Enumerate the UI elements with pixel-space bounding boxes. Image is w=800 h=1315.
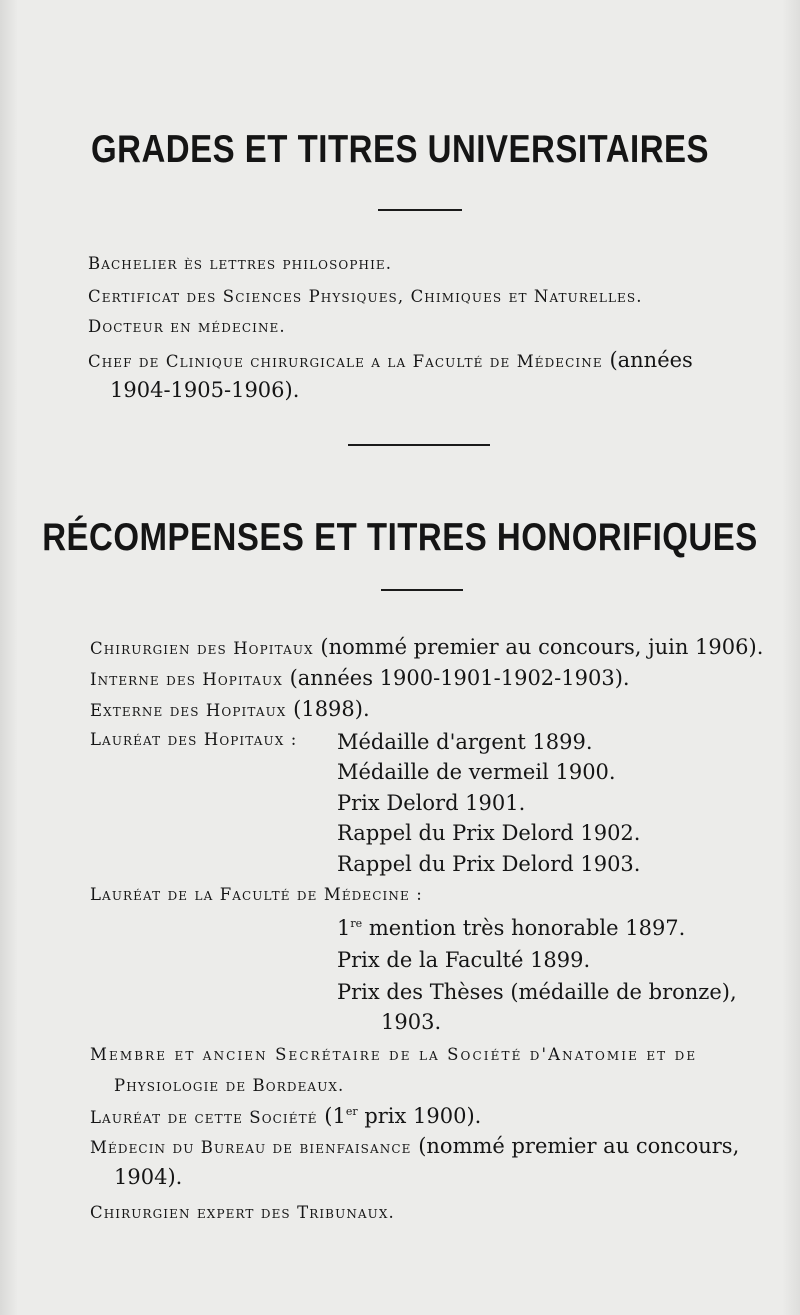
title-underline-rule-2 [381, 589, 463, 591]
award-prix-faculte: Prix de la Faculté 1899. [337, 948, 591, 972]
award-mention-text: mention très honorable 1897. [368, 916, 686, 940]
item-laureat-societe [90, 1106, 481, 1127]
item-laureat-societe-open: (1 [324, 1104, 346, 1128]
award-mention-number: 1 [337, 916, 351, 940]
item-medecin-year: 1904). [114, 1165, 183, 1189]
grade-bachelier: Bachelier ès lettres philosophie. [88, 254, 393, 273]
grade-certificat: Certificat des Sciences Physiques, Chimiques et Naturelles. [88, 287, 643, 306]
grade-docteur: Docteur en médecine. [88, 317, 286, 336]
item-membre-societe-line2: Physiologie de Bordeaux. [114, 1076, 345, 1095]
item-chirurgien-label: Chirurgien des Hopitaux [90, 639, 314, 658]
section-divider-rule [348, 444, 490, 446]
item-interne-text: (années 1900-1901-1902-1903). [289, 666, 630, 690]
grade-chef-clinique-label: Chef de Clinique chirurgicale a la Faculté de Médecine [88, 352, 603, 371]
item-medecin-bureau [90, 1136, 739, 1157]
award-medaille-argent: Médaille d'argent 1899. [337, 730, 593, 754]
award-rappel-delord-1903: Rappel du Prix Delord 1903. [337, 852, 641, 876]
grade-chef-clinique-annees: (années [609, 348, 693, 372]
grade-chef-clinique [88, 350, 693, 371]
item-interne-label: Interne des Hopitaux [90, 670, 283, 689]
item-medecin-text: (nommé premier au concours, [418, 1134, 740, 1158]
award-prix-theses: Prix des Thèses (médaille de bronze), [337, 980, 737, 1004]
award-medaille-vermeil: Médaille de vermeil 1900. [337, 760, 616, 784]
item-laureat-faculte-label: Lauréat de la Faculté de Médecine : [90, 885, 423, 904]
item-externe-hopitaux [90, 699, 370, 720]
item-laureat-societe-text: prix 1900). [364, 1104, 482, 1128]
award-mention-superscript: re [350, 917, 363, 930]
item-membre-societe-line1: Membre et ancien Secrétaire de la Société d'Anatomie et de [90, 1045, 698, 1064]
award-rappel-delord-1902: Rappel du Prix Delord 1902. [337, 821, 641, 845]
section-title-recompenses: RÉCOMPENSES ET TITRES HONORIFIQUES [42, 514, 758, 559]
section-title-grades: GRADES ET TITRES UNIVERSITAIRES [90, 126, 710, 171]
item-chirurgien-text: (nommé premier au concours, juin 1906). [320, 635, 764, 659]
grade-chef-clinique-years: 1904-1905-1906). [110, 378, 300, 402]
title-underline-rule [378, 209, 462, 211]
item-laureat-hopitaux-label: Lauréat des Hopitaux : [90, 730, 298, 749]
item-interne-hopitaux [90, 668, 630, 689]
item-externe-text: (1898). [293, 697, 370, 721]
item-chirurgien-expert: Chirurgien expert des Tribunaux. [90, 1203, 395, 1222]
award-prix-delord: Prix Delord 1901. [337, 791, 526, 815]
item-externe-label: Externe des Hopitaux [90, 701, 287, 720]
item-laureat-societe-sup: er [345, 1105, 358, 1118]
item-laureat-societe-label: Lauréat de cette Société [90, 1108, 318, 1127]
item-medecin-label: Médecin du Bureau de bienfaisance [90, 1138, 412, 1157]
award-premiere-mention [337, 918, 685, 939]
award-prix-theses-year: 1903. [381, 1010, 442, 1034]
item-chirurgien-hopitaux [90, 637, 763, 658]
